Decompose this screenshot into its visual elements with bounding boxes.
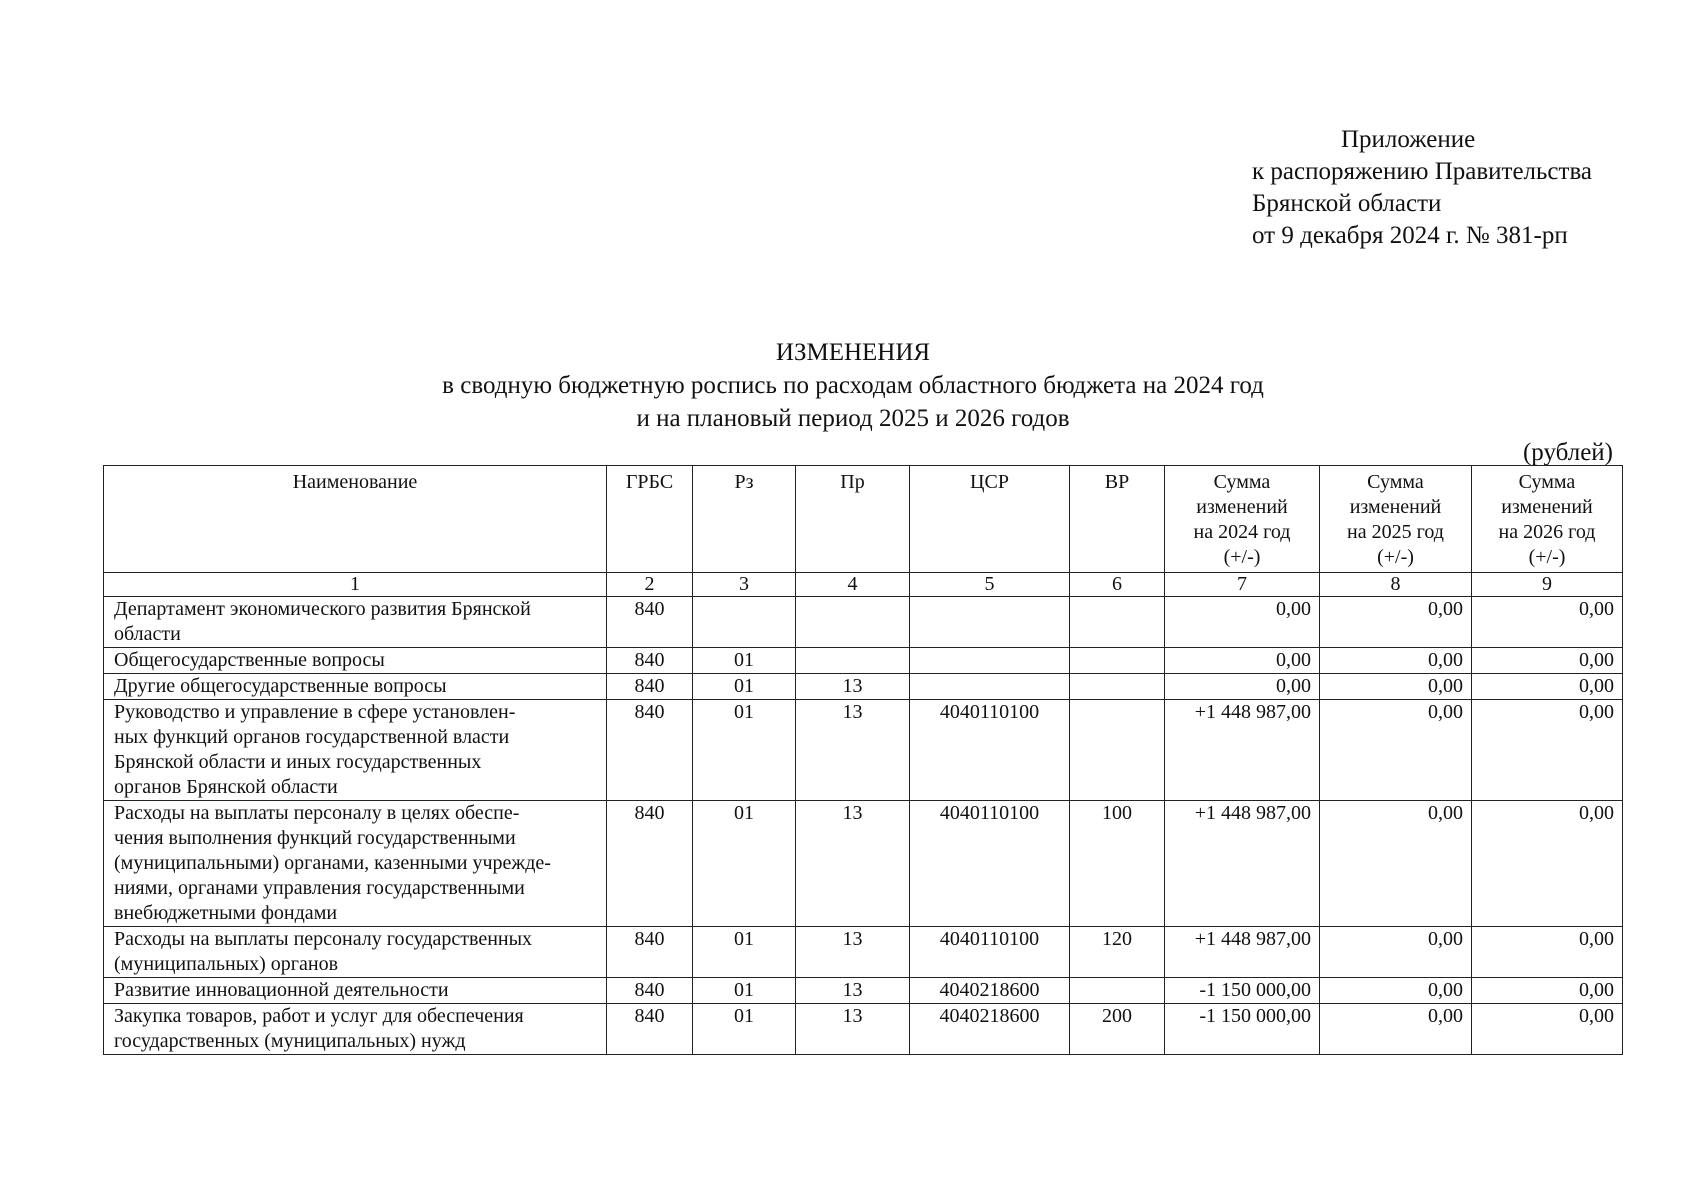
cell-sum-2024: +1 448 987,00 — [1165, 927, 1320, 978]
cell-rz: 01 — [693, 801, 796, 927]
cell-name-line: Развитие инновационной деятельности — [114, 979, 449, 1001]
cell-sum-2024: +1 448 987,00 — [1165, 801, 1320, 927]
header-sum-2024: Сумма изменений на 2024 год (+/-) — [1165, 466, 1320, 573]
table-row — [104, 597, 1623, 648]
cell-name — [104, 1004, 607, 1055]
table-row — [104, 1004, 1623, 1055]
heading-title: ИЗМЕНЕНИЯ — [775, 339, 931, 366]
cell-sum-2025: 0,00 — [1320, 927, 1472, 978]
cell-name-line: Закупка товаров, работ и услуг для обеспечения — [114, 1005, 524, 1027]
cell-csr — [910, 648, 1070, 674]
heading-subtitle-line-1: в сводную бюджетную роспись по расходам областного бюджета на 2024 год — [442, 372, 1264, 399]
cell-sum-2026: 0,00 — [1472, 597, 1623, 648]
header-sum-2026: Сумма изменений на 2026 год (+/-) — [1472, 466, 1623, 573]
cell-csr: 4040110100 — [910, 700, 1070, 801]
cell-vr — [1070, 597, 1165, 648]
cell-sum-2026: 0,00 — [1472, 801, 1623, 927]
cell-name-line: Расходы на выплаты персоналу в целях обеспе- — [114, 802, 520, 824]
header-rz: Рз — [693, 466, 796, 573]
header-vr: ВР — [1070, 466, 1165, 573]
header-pr: Пр — [796, 466, 910, 573]
cell-name-line: ниями, органами управления государственными — [114, 877, 525, 899]
cell-grbs: 840 — [607, 1004, 693, 1055]
cell-vr — [1070, 648, 1165, 674]
document-heading — [103, 336, 1603, 435]
cell-vr — [1070, 700, 1165, 801]
header-name: Наименование — [104, 466, 607, 573]
cell-sum-2024: 0,00 — [1165, 648, 1320, 674]
appendix-date-number: от 9 декабря 2024 г. № 381-рп — [1252, 222, 1568, 249]
cell-sum-2026: 0,00 — [1472, 648, 1623, 674]
appendix-title: Приложение — [1341, 126, 1476, 153]
column-number-row — [104, 573, 1623, 597]
cell-grbs: 840 — [607, 700, 693, 801]
cell-vr: 200 — [1070, 1004, 1165, 1055]
cell-rz: 01 — [693, 1004, 796, 1055]
column-number: 3 — [693, 573, 796, 597]
cell-name-line: Общегосударственные вопросы — [114, 649, 385, 671]
table-row — [104, 700, 1623, 801]
column-number: 4 — [796, 573, 910, 597]
cell-sum-2024: 0,00 — [1165, 597, 1320, 648]
cell-pr: 13 — [796, 1004, 910, 1055]
cell-name — [104, 700, 607, 801]
cell-grbs: 840 — [607, 927, 693, 978]
table-row — [104, 674, 1623, 700]
cell-name-line: Расходы на выплаты персоналу государственных — [114, 928, 533, 950]
cell-pr: 13 — [796, 700, 910, 801]
cell-sum-2024: 0,00 — [1165, 674, 1320, 700]
cell-name — [104, 674, 607, 700]
cell-sum-2025: 0,00 — [1320, 978, 1472, 1004]
table-body — [104, 597, 1623, 1055]
cell-rz: 01 — [693, 674, 796, 700]
cell-pr — [796, 597, 910, 648]
cell-rz: 01 — [693, 927, 796, 978]
cell-sum-2025: 0,00 — [1320, 801, 1472, 927]
cell-sum-2024: +1 448 987,00 — [1165, 700, 1320, 801]
header-grbs: ГРБС — [607, 466, 693, 573]
heading-subtitle-line-2: и на плановый период 2025 и 2026 годов — [636, 405, 1070, 432]
cell-pr: 13 — [796, 978, 910, 1004]
cell-grbs: 840 — [607, 674, 693, 700]
cell-sum-2025: 0,00 — [1320, 700, 1472, 801]
cell-csr: 4040110100 — [910, 927, 1070, 978]
appendix-reference: к распоряжению Правительства — [1252, 158, 1593, 185]
cell-name-line: (муниципальных) органов — [114, 953, 339, 975]
column-number: 2 — [607, 573, 693, 597]
table-row — [104, 801, 1623, 927]
header-sum-2025: Сумма изменений на 2025 год (+/-) — [1320, 466, 1472, 573]
cell-sum-2024: -1 150 000,00 — [1165, 978, 1320, 1004]
cell-csr — [910, 597, 1070, 648]
cell-csr — [910, 674, 1070, 700]
cell-name-line: (муниципальными) органами, казенными учрежде- — [114, 852, 551, 874]
appendix-region: Брянской области — [1252, 190, 1442, 217]
cell-sum-2026: 0,00 — [1472, 1004, 1623, 1055]
cell-sum-2025: 0,00 — [1320, 1004, 1472, 1055]
cell-rz: 01 — [693, 978, 796, 1004]
cell-sum-2025: 0,00 — [1320, 674, 1472, 700]
cell-name-line: Руководство и управление в сфере установлен- — [114, 701, 516, 723]
cell-name — [104, 597, 607, 648]
cell-vr: 120 — [1070, 927, 1165, 978]
cell-pr: 13 — [796, 674, 910, 700]
header-csr: ЦСР — [910, 466, 1070, 573]
column-number: 7 — [1165, 573, 1320, 597]
column-number: 5 — [910, 573, 1070, 597]
cell-grbs: 840 — [607, 978, 693, 1004]
cell-grbs: 840 — [607, 801, 693, 927]
cell-sum-2026: 0,00 — [1472, 927, 1623, 978]
cell-vr — [1070, 978, 1165, 1004]
cell-grbs: 840 — [607, 597, 693, 648]
table-row — [104, 648, 1623, 674]
cell-sum-2025: 0,00 — [1320, 597, 1472, 648]
cell-csr: 4040218600 — [910, 1004, 1070, 1055]
cell-sum-2024: -1 150 000,00 — [1165, 1004, 1320, 1055]
cell-name-line: Другие общегосударственные вопросы — [114, 675, 447, 697]
unit-label: (рублей) — [1522, 439, 1613, 466]
cell-sum-2026: 0,00 — [1472, 978, 1623, 1004]
appendix-block — [1252, 124, 1592, 252]
cell-name-line: внебюджетными фондами — [114, 902, 338, 924]
column-number: 6 — [1070, 573, 1165, 597]
cell-name — [104, 648, 607, 674]
column-number: 9 — [1472, 573, 1623, 597]
cell-rz: 01 — [693, 700, 796, 801]
cell-csr: 4040110100 — [910, 801, 1070, 927]
table-row — [104, 978, 1623, 1004]
cell-name-line: чения выполнения функций государственными — [114, 827, 516, 849]
cell-sum-2026: 0,00 — [1472, 674, 1623, 700]
cell-csr: 4040218600 — [910, 978, 1070, 1004]
cell-name-line: Брянской области и иных государственных — [114, 751, 482, 773]
cell-vr — [1070, 674, 1165, 700]
cell-name-line: Департамент экономического развития Брянской — [114, 598, 531, 620]
column-number: 8 — [1320, 573, 1472, 597]
cell-name — [104, 927, 607, 978]
cell-sum-2025: 0,00 — [1320, 648, 1472, 674]
header-row — [104, 466, 1623, 573]
cell-name-line: органов Брянской области — [114, 776, 338, 798]
cell-vr: 100 — [1070, 801, 1165, 927]
cell-pr: 13 — [796, 801, 910, 927]
cell-name — [104, 978, 607, 1004]
cell-name — [104, 801, 607, 927]
cell-rz — [693, 597, 796, 648]
cell-pr — [796, 648, 910, 674]
budget-changes-table — [103, 465, 1623, 1055]
cell-name-line: области — [114, 623, 181, 645]
table-row — [104, 927, 1623, 978]
cell-sum-2026: 0,00 — [1472, 700, 1623, 801]
cell-grbs: 840 — [607, 648, 693, 674]
cell-name-line: государственных (муниципальных) нужд — [114, 1030, 466, 1052]
cell-name-line: ных функций органов государственной власти — [114, 726, 510, 748]
cell-rz: 01 — [693, 648, 796, 674]
column-number: 1 — [104, 573, 607, 597]
cell-pr: 13 — [796, 927, 910, 978]
